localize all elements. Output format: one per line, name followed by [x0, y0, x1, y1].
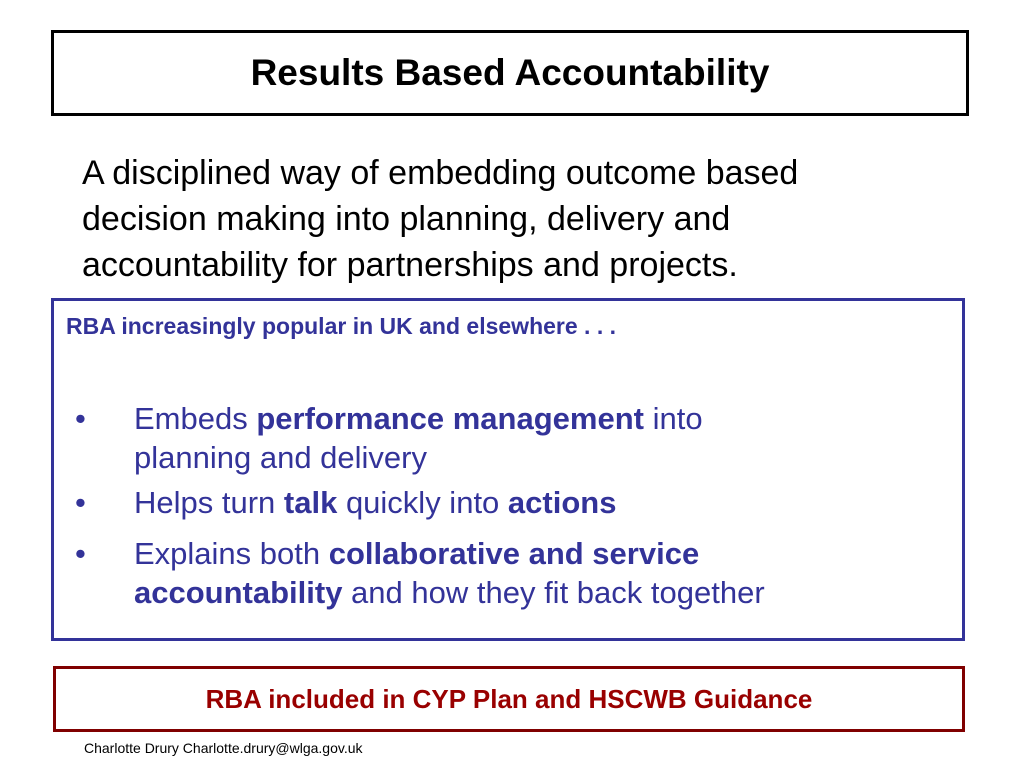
bullet-list — [54, 399, 962, 614]
rba-popularity-box — [51, 298, 965, 641]
title-box — [51, 30, 969, 116]
bullet-2-bold2: actions — [507, 485, 617, 520]
footer-credit: Charlotte Drury Charlotte.drury@wlga.gov.uk — [84, 740, 363, 756]
callout-text: RBA included in CYP Plan and HSCWB Guidance — [205, 683, 813, 714]
bullet-1-bold: performance management — [256, 401, 644, 436]
bullet-3-bold1: collaborative and service — [328, 536, 700, 571]
bullet-3-pre: Explains both — [134, 536, 329, 571]
bullet-item-collaborative — [54, 534, 962, 612]
bullet-item-performance — [54, 399, 962, 477]
bullet-1-pre: Embeds — [134, 401, 257, 436]
intro-line-2: decision making into planning, delivery and — [82, 200, 731, 238]
bullet-icon: • — [75, 401, 86, 436]
bullet-2-pre: Helps turn — [134, 485, 284, 520]
slide-title: Results Based Accountability — [250, 52, 770, 93]
callout-box — [53, 666, 965, 732]
intro-line-1: A disciplined way of embedding outcome based — [82, 154, 799, 192]
bullet-item-talk — [54, 483, 962, 522]
bullet-icon: • — [75, 485, 86, 520]
bullet-1-line2: planning and delivery — [134, 440, 427, 475]
bullet-2-mid: quickly into — [337, 485, 508, 520]
bullet-2-bold1: talk — [283, 485, 338, 520]
bullet-1-post: into — [643, 401, 703, 436]
bullet-3-post: and how they fit back together — [342, 575, 765, 610]
box-heading: RBA increasingly popular in UK and elsewhere . . . — [66, 313, 617, 339]
bullet-icon: • — [75, 536, 86, 571]
intro-line-3: accountability for partnerships and projects. — [82, 246, 738, 284]
intro-paragraph — [82, 150, 962, 288]
bullet-3-bold2: accountability — [134, 575, 343, 610]
